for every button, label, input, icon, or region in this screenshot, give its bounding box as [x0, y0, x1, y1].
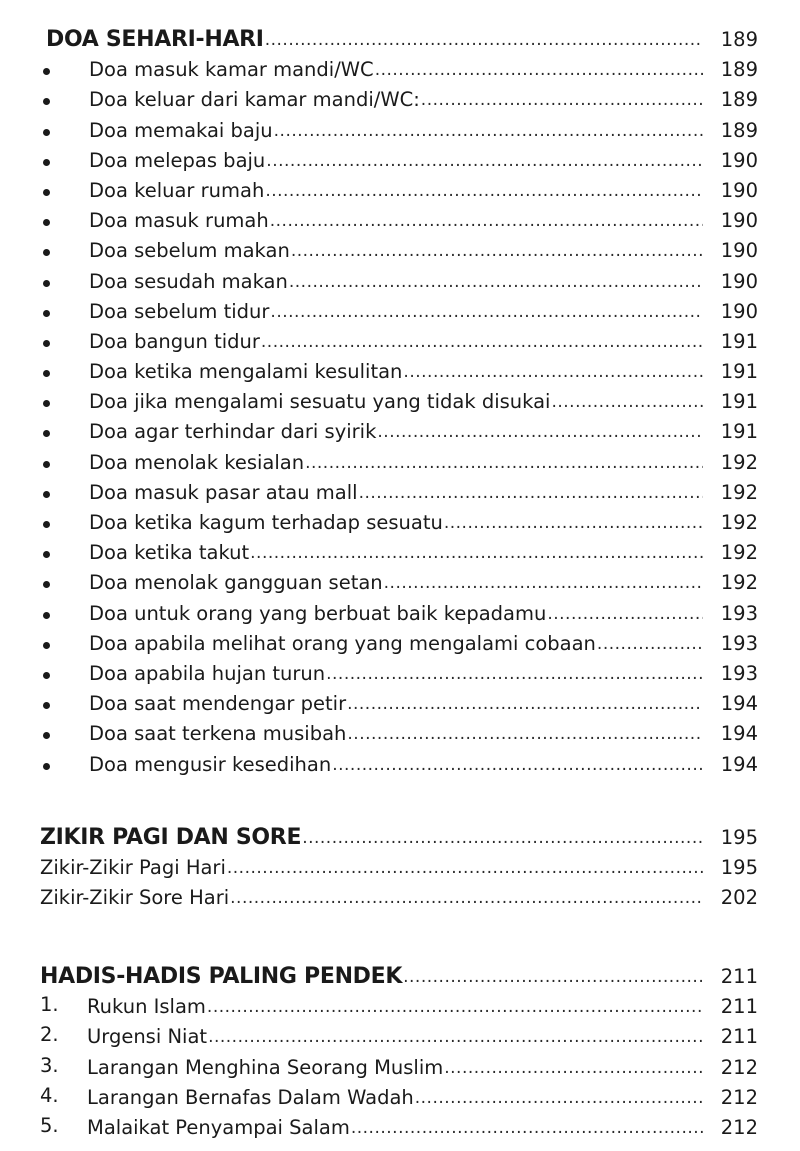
entry-title: Doa menolak gangguan setan: [89, 571, 383, 595]
toc-entry: [0, 505, 800, 535]
entry-number: 2.: [40, 1023, 59, 1047]
dot-leader: [270, 300, 703, 324]
toc-entry: [0, 656, 800, 686]
toc-entry: [0, 173, 800, 203]
bullet-icon: [43, 672, 50, 679]
page-number: 194: [720, 722, 758, 746]
page-number: 194: [720, 692, 758, 716]
bullet-icon: [43, 68, 50, 75]
entry-title: Larangan Bernafas Dalam Wadah: [87, 1085, 414, 1109]
section-title: ZIKIR PAGI DAN SORE: [40, 825, 302, 850]
dot-leader: [227, 856, 703, 880]
bullet-icon: [43, 702, 50, 709]
bullet-icon: [43, 430, 50, 437]
page-number: 211: [720, 965, 758, 988]
toc-entry: [0, 746, 800, 776]
toc-list: [0, 52, 800, 777]
page-number: 192: [720, 511, 758, 534]
dot-leader: [250, 541, 703, 565]
entry-title: Doa masuk kamar mandi/WC: [89, 58, 374, 82]
page-number: 190: [720, 239, 758, 263]
page-number: 192: [720, 541, 758, 565]
dot-leader: [421, 88, 703, 112]
page-number: 212: [720, 1115, 758, 1139]
page-number: 191: [720, 360, 758, 384]
toc-entry: [0, 626, 800, 656]
dot-leader: [208, 1025, 703, 1049]
entry-title: Zikir-Zikir Pagi Hari: [40, 856, 226, 880]
dot-leader: [347, 692, 703, 716]
toc-entry: [0, 1019, 800, 1049]
dot-leader: [265, 28, 703, 52]
dot-leader: [375, 58, 703, 82]
toc-entry: [0, 1110, 800, 1140]
dot-leader: [377, 420, 703, 444]
entry-title: Doa ketika mengalami kesulitan: [89, 360, 403, 384]
entry-title: Larangan Menghina Seorang Muslim: [87, 1055, 444, 1079]
entry-title: Doa apabila hujan turun: [89, 661, 326, 685]
dot-leader: [266, 149, 703, 173]
section-heading: [0, 955, 800, 989]
page-number: 193: [720, 631, 758, 655]
page-number: 193: [720, 601, 758, 625]
dot-leader: [261, 330, 703, 354]
toc-entry: [0, 384, 800, 414]
bullet-icon: [43, 370, 50, 377]
toc-entry: [0, 203, 800, 233]
page-number: 195: [720, 856, 758, 880]
entry-title: Urgensi Niat: [87, 1025, 208, 1049]
toc-section-hadis: [0, 955, 800, 1140]
entry-title: Doa apabila melihat orang yang mengalami cobaan: [89, 631, 596, 655]
dot-leader: [332, 753, 703, 777]
bullet-icon: [43, 642, 50, 649]
section-heading: [0, 816, 800, 850]
bullet-icon: [43, 521, 50, 528]
toc-entry: [0, 52, 800, 82]
page-number: 189: [720, 118, 758, 142]
dot-leader: [384, 571, 703, 595]
toc-entry: [0, 595, 800, 625]
toc-entry: [0, 294, 800, 324]
dot-leader: [326, 662, 703, 686]
dot-leader: [415, 1086, 703, 1110]
toc-entry: [0, 143, 800, 173]
toc-entry: [0, 112, 800, 142]
entry-title: Doa ketika takut: [89, 541, 250, 565]
entry-title: Doa mengusir kesedihan: [89, 752, 332, 776]
dot-leader: [444, 1056, 703, 1080]
entry-number: 1.: [40, 993, 59, 1017]
page-number: 194: [720, 752, 758, 776]
bullet-icon: [43, 189, 50, 196]
entry-title: Doa saat terkena musibah: [89, 722, 347, 746]
page-number: 190: [720, 148, 758, 172]
bullet-icon: [43, 129, 50, 136]
entry-title: Rukun Islam: [87, 995, 206, 1019]
page-number: 190: [720, 209, 758, 233]
bullet-icon: [43, 98, 50, 105]
page-number: 191: [720, 329, 758, 353]
page-number: 202: [720, 886, 758, 910]
bullet-icon: [43, 249, 50, 256]
page-number: 211: [720, 1025, 758, 1049]
page-number: 190: [720, 269, 758, 293]
dot-leader: [230, 886, 703, 910]
page-number: 190: [720, 178, 758, 202]
toc-entry: [0, 535, 800, 565]
dot-leader: [291, 239, 703, 263]
entry-title: Doa bangun tidur: [89, 329, 260, 353]
entry-title: Doa sebelum makan: [89, 239, 290, 263]
dot-leader: [359, 481, 703, 505]
toc-entry: [0, 414, 800, 444]
section-title: DOA SEHARI-HARI: [46, 27, 264, 52]
toc-entry: [0, 565, 800, 595]
toc-list: [0, 850, 800, 910]
entry-number: 4.: [40, 1083, 59, 1107]
page-number: 192: [720, 480, 758, 504]
entry-number: 5.: [40, 1113, 59, 1137]
dot-leader: [351, 1116, 703, 1140]
page-number: 190: [720, 299, 758, 323]
bullet-icon: [43, 340, 50, 347]
page-number: 191: [720, 390, 758, 414]
dot-leader: [265, 179, 703, 203]
toc-entry: [0, 989, 800, 1019]
entry-title: Malaikat Penyampai Salam: [87, 1115, 350, 1139]
bullet-icon: [43, 763, 50, 770]
page-number: 189: [720, 88, 758, 112]
entry-title: Doa menolak kesialan: [89, 450, 305, 474]
entry-title: Doa masuk rumah: [89, 209, 269, 233]
page-number: 211: [720, 995, 758, 1019]
toc-list: [0, 989, 800, 1140]
dot-leader: [403, 965, 703, 989]
dot-leader: [444, 511, 703, 535]
bullet-icon: [43, 280, 50, 287]
bullet-icon: [43, 581, 50, 588]
page-number: 195: [720, 826, 758, 849]
bullet-icon: [43, 732, 50, 739]
bullet-icon: [43, 219, 50, 226]
entry-title: Doa melepas baju: [89, 148, 266, 172]
toc-entry: [0, 444, 800, 474]
page-number: 191: [720, 420, 758, 444]
toc-entry: [0, 354, 800, 384]
dot-leader: [547, 602, 703, 626]
dot-leader: [289, 270, 703, 294]
entry-title: Doa ketika kagum terhadap sesuatu: [89, 511, 443, 534]
entry-title: Doa sebelum tidur: [89, 299, 270, 323]
toc-entry: [0, 233, 800, 263]
entry-number: 3.: [40, 1053, 59, 1077]
dot-leader: [597, 632, 703, 656]
dot-leader: [270, 209, 703, 233]
page-number: 189: [720, 58, 758, 82]
entry-title: Doa saat mendengar petir: [89, 692, 347, 716]
page-number: 193: [720, 661, 758, 685]
entry-title: Doa agar terhindar dari syirik: [89, 420, 377, 444]
page-number: 212: [720, 1085, 758, 1109]
page-number: 189: [720, 28, 758, 51]
page-number: 212: [720, 1055, 758, 1079]
toc-entry: [0, 686, 800, 716]
toc-entry: [0, 880, 800, 910]
page-number: 192: [720, 571, 758, 595]
bullet-icon: [43, 612, 50, 619]
entry-title: Doa jika mengalami sesuatu yang tidak disukai: [89, 390, 551, 414]
section-title: HADIS-HADIS PALING PENDEK: [40, 964, 403, 989]
bullet-icon: [43, 400, 50, 407]
entry-title: Doa sesudah makan: [89, 269, 288, 293]
dot-leader: [403, 360, 703, 384]
dot-leader: [302, 826, 703, 850]
entry-title: Doa keluar dari kamar mandi/WC:: [89, 88, 420, 112]
bullet-icon: [43, 310, 50, 317]
section-heading: [0, 22, 800, 52]
toc-entry: [0, 82, 800, 112]
toc-entry: [0, 716, 800, 746]
bullet-icon: [43, 159, 50, 166]
dot-leader: [305, 451, 703, 475]
entry-title: Doa masuk pasar atau mall: [89, 480, 358, 504]
toc-entry: [0, 263, 800, 293]
bullet-icon: [43, 461, 50, 468]
bullet-icon: [43, 551, 50, 558]
bullet-icon: [43, 491, 50, 498]
toc-section-doa: [0, 22, 800, 777]
toc-entry: [0, 1049, 800, 1079]
toc-entry: [0, 475, 800, 505]
dot-leader: [274, 119, 703, 143]
dot-leader: [207, 995, 703, 1019]
toc-entry: [0, 324, 800, 354]
toc-section-zikir: [0, 816, 800, 910]
toc-entry: [0, 850, 800, 880]
entry-title: Doa keluar rumah: [89, 178, 265, 202]
toc-entry: [0, 1080, 800, 1110]
dot-leader: [347, 722, 703, 746]
entry-title: Doa untuk orang yang berbuat baik kepadamu: [89, 601, 547, 625]
entry-title: Doa memakai baju: [89, 118, 273, 142]
dot-leader: [551, 390, 703, 414]
page-number: 192: [720, 450, 758, 474]
entry-title: Zikir-Zikir Sore Hari: [40, 886, 230, 910]
